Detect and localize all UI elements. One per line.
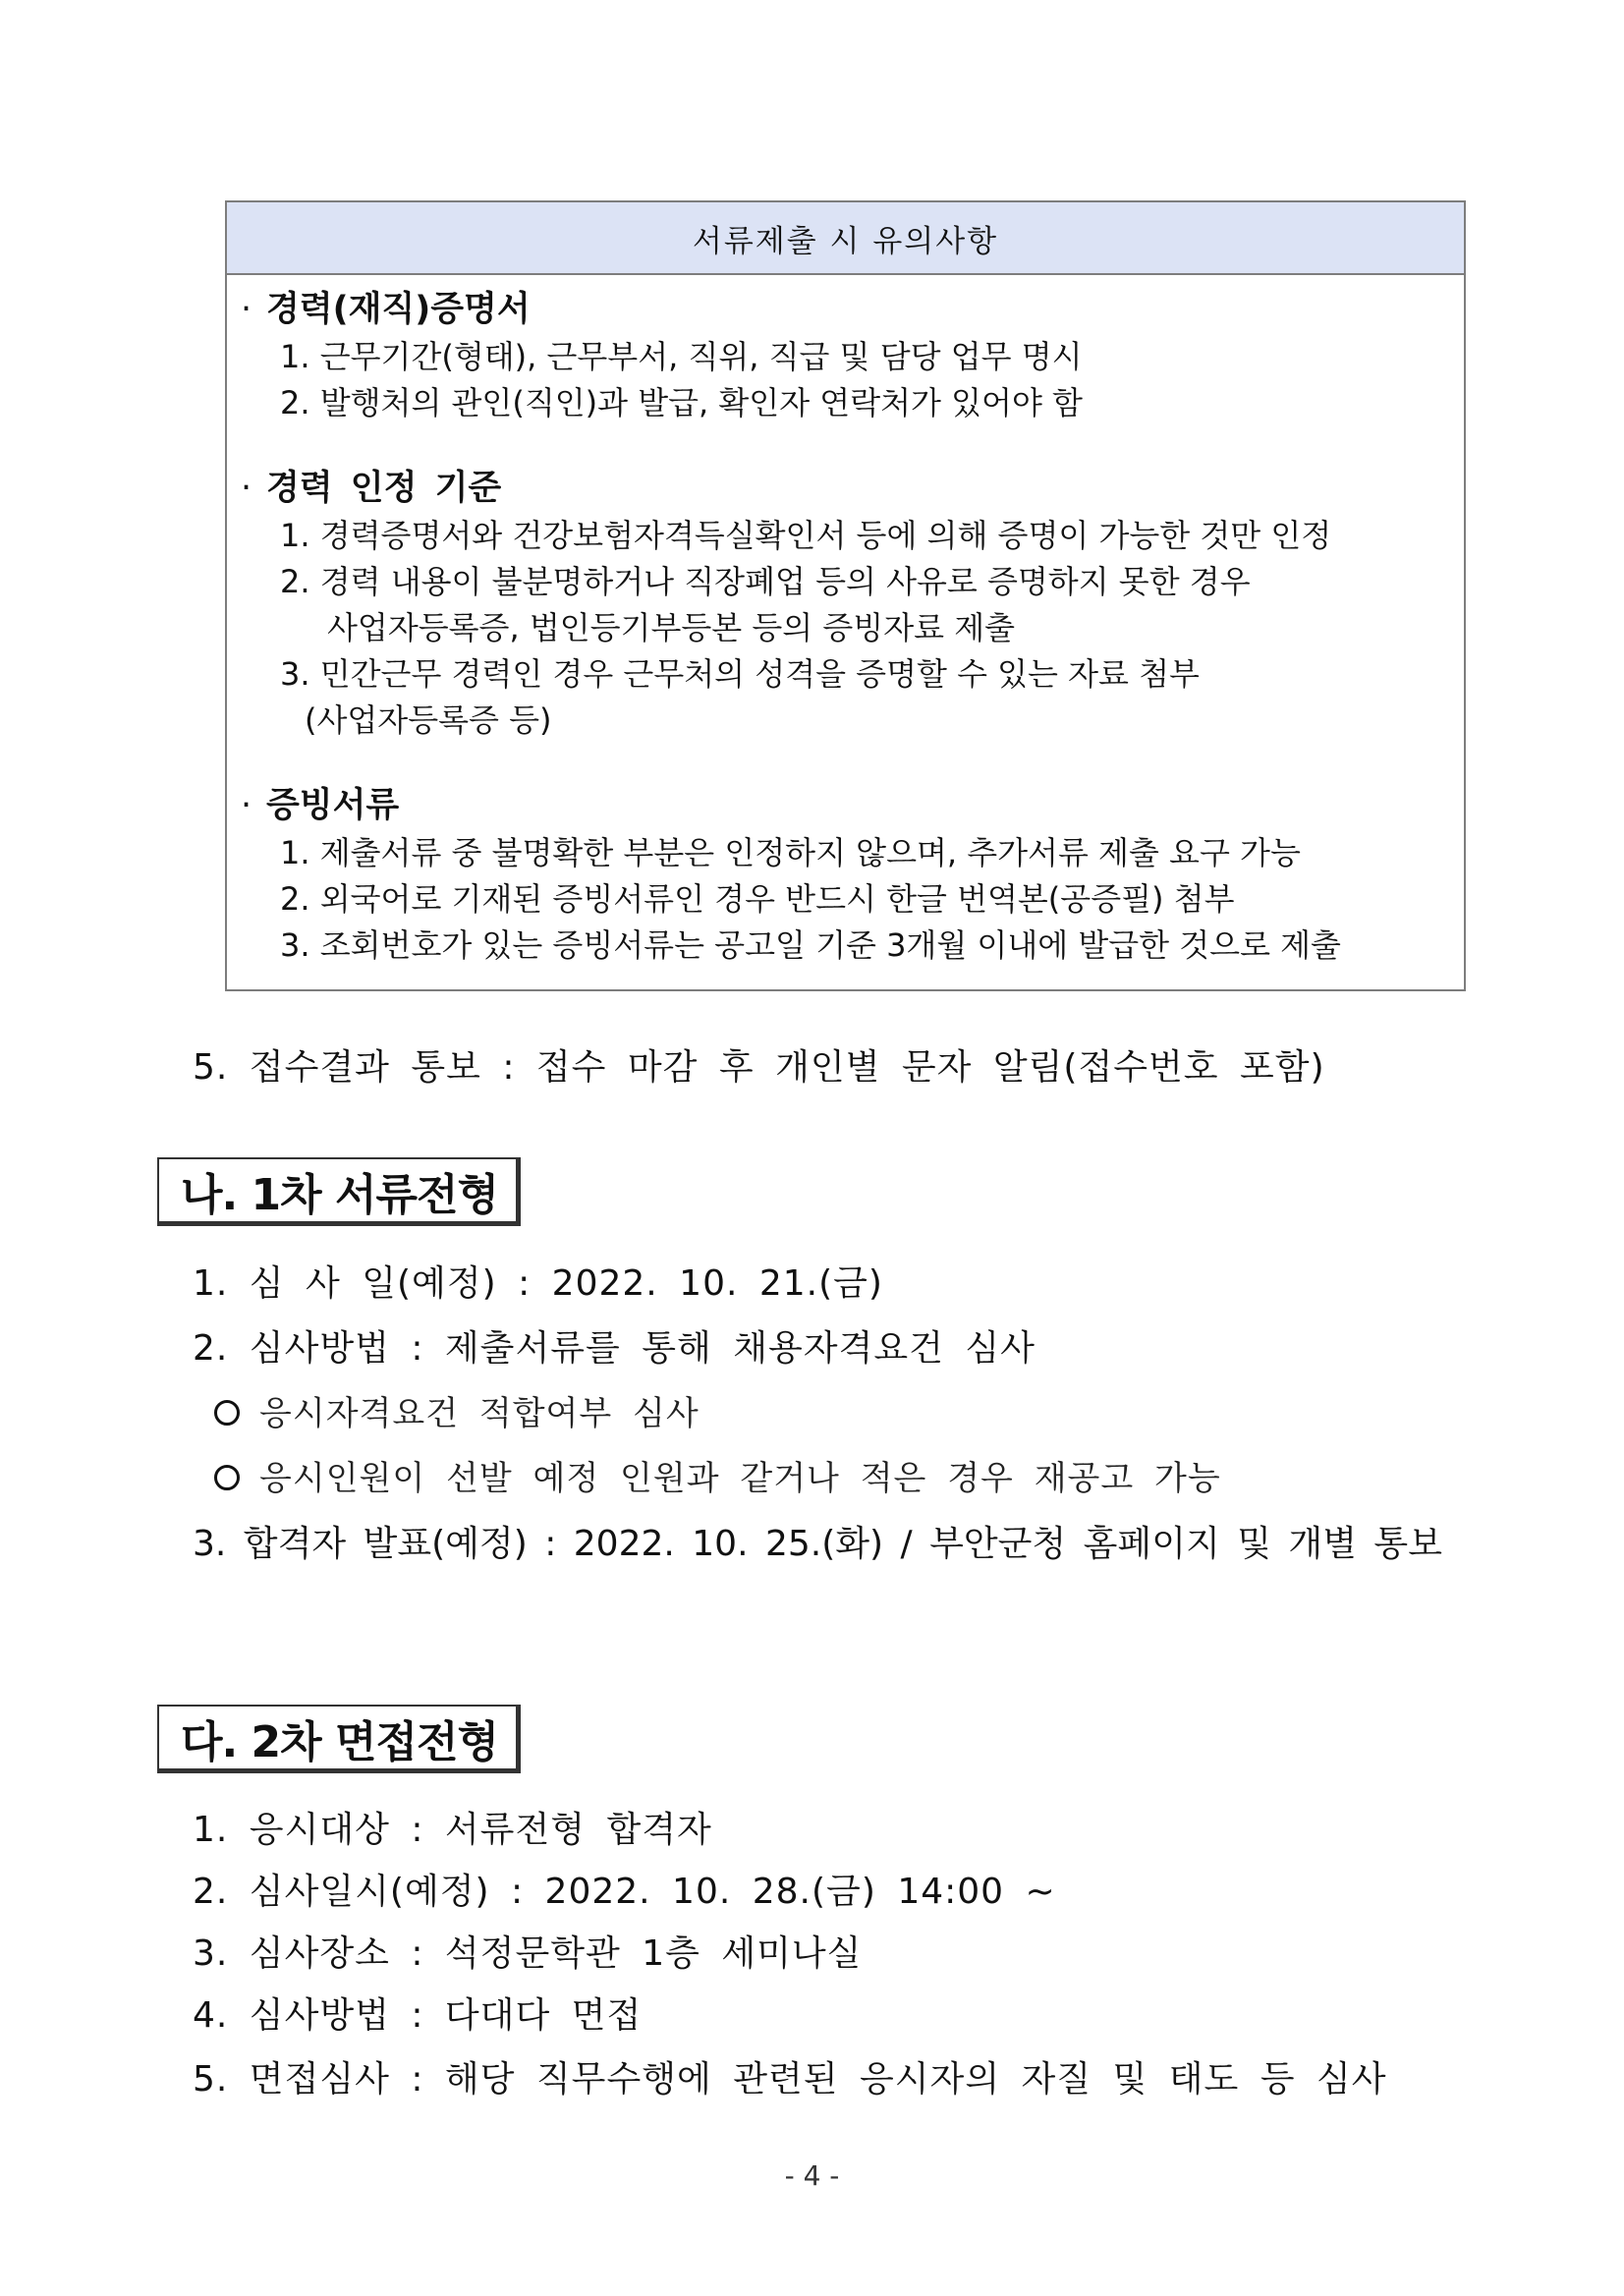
group-title: · 경력(재직)증명서	[241, 285, 1444, 334]
list-item: 3. 조회번호가 있는 증빙서류는 공고일 기준 3개월 이내에 발급한 것으로 제출	[280, 926, 1341, 964]
notice-body	[227, 285, 1464, 969]
screening-method: 2. 심사방법 : 제출서류를 통해 채용자격요건 심사	[193, 1328, 1036, 1369]
circle-bullet-icon	[214, 1400, 240, 1426]
section-title-interview: 다. 2차 면접전형	[157, 1705, 521, 1773]
result-announcement: 3. 합격자 발표(예정) : 2022. 10. 25.(화) / 부안군청 홈페이지 및 개별 통보	[193, 1524, 1442, 1564]
list-item: 2. 외국어로 기재된 증빙서류인 경우 반드시 한글 번역본(공증필) 첨부	[280, 880, 1235, 918]
notice-group-career-certificate	[241, 285, 1444, 426]
bullet-dot: ·	[241, 786, 252, 825]
list-item: 2. 발행처의 관인(직인)과 발급, 확인자 연락처가 있어야 함	[280, 384, 1083, 421]
interview-target: 1. 응시대상 : 서류전형 합격자	[193, 1810, 712, 1850]
list-item: 2. 경력 내용이 불분명하거나 직장폐업 등의 사유로 증명하지 못한 경우	[280, 563, 1251, 600]
notice-box	[225, 200, 1466, 991]
group-title: · 증빙서류	[241, 781, 1444, 830]
sub-item: 응시인원이 선발 예정 인원과 같거나 적은 경우 재공고 가능	[214, 1451, 1221, 1499]
interview-content: 5. 면접심사 : 해당 직무수행에 관련된 응시자의 자질 및 태도 등 심사	[193, 2059, 1387, 2100]
sub-item: 응시자격요건 적합여부 심사	[214, 1386, 700, 1434]
interview-place: 3. 심사장소 : 석정문학관 1층 세미나실	[193, 1933, 863, 1974]
notice-group-evidence	[241, 781, 1444, 969]
circle-bullet-icon	[214, 1465, 240, 1490]
group-title: · 경력 인정 기준	[241, 464, 1444, 513]
list-item-continuation: 사업자등록증, 법인등기부등본 등의 증빙자료 제출	[327, 609, 1016, 646]
list-item-continuation: (사업자등록증 등)	[305, 701, 552, 739]
section-title-document-screening: 나. 1차 서류전형	[157, 1157, 521, 1226]
notice-header: 서류제출 시 유의사항	[227, 202, 1464, 275]
screening-date: 1. 심 사 일(예정) : 2022. 10. 21.(금)	[193, 1263, 883, 1304]
interview-date: 2. 심사일시(예정) : 2022. 10. 28.(금) 14:00 ~	[193, 1872, 1056, 1912]
page-number: - 4 -	[784, 2159, 840, 2192]
bullet-dot: ·	[241, 290, 252, 329]
list-item: 1. 경력증명서와 건강보험자격득실확인서 등에 의해 증명이 가능한 것만 인정	[280, 517, 1332, 554]
interview-method: 4. 심사방법 : 다대다 면접	[193, 1995, 643, 2036]
bullet-dot: ·	[241, 469, 252, 508]
list-item: 1. 제출서류 중 불명확한 부분은 인정하지 않으며, 추가서류 제출 요구 가능	[280, 834, 1301, 871]
notice-group-career-criteria	[241, 464, 1444, 744]
list-item: 3. 민간근무 경력인 경우 근무처의 성격을 증명할 수 있는 자료 첨부	[280, 655, 1200, 693]
list-item: 1. 근무기간(형태), 근무부서, 직위, 직급 및 담당 업무 명시	[280, 338, 1083, 375]
receipt-notice: 5. 접수결과 통보 : 접수 마감 후 개인별 문자 알림(접수번호 포함)	[193, 1047, 1325, 1088]
